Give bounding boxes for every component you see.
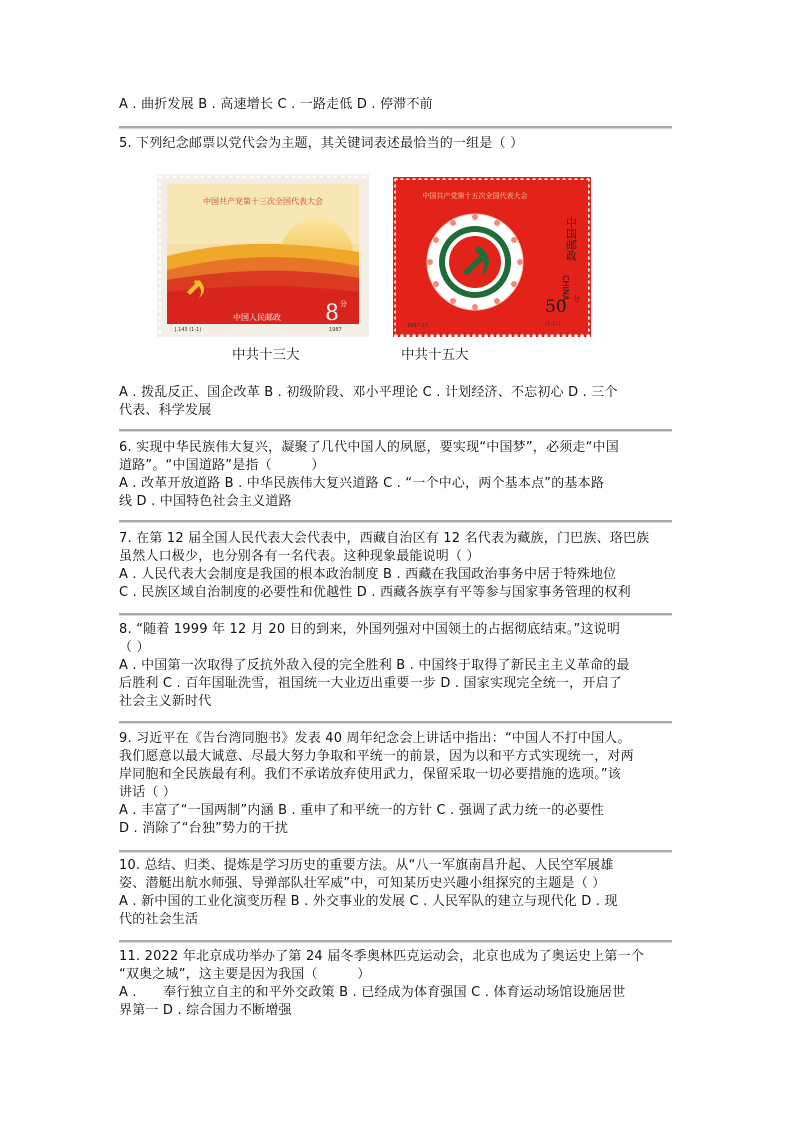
q5-options-line1: A . 拨乱反正、国企改革 B . 初级阶段、邓小平理论 C . 计划经济、不忘初心 D . 三个 (119, 385, 618, 400)
separator (119, 613, 672, 616)
q10-line1: 10. 总结、归类、提炼是学习历史的重要方法。从“八一军旗南昌升起、人民空军展雄 (119, 858, 614, 873)
q10-options-line1: A . 新中国的工业化演变历程 B . 外交事业的发展 C . 人民军队的建立与现代化 D . 现 (119, 894, 618, 909)
q9-line1: 9. 习近平在《告台湾同胞书》发表 40 周年纪念会上讲话中指出：“中国人不打中国人。 (119, 731, 631, 746)
stamp-13th-congress-image (157, 174, 369, 337)
q9-options-line2: D . 消除了“台独”势力的干扰 (119, 821, 289, 836)
separator (119, 940, 672, 943)
q9-line2: 我们愿意以最大诚意、尽最大努力争取和平统一的前景，因为以和平方式实现统一，对两 (119, 749, 634, 764)
q10-options-line2: 代的社会生活 (119, 912, 199, 927)
q9-options-line1: A . 丰富了“一国两制”内涵 B . 重申了和平统一的方针 C . 强调了武力统一的必要性 (119, 803, 605, 818)
q8-line1: 8. “随着 1999 年 12 月 20 日的到来，外国列强对中国领土的占据彻底结束。”这说明 (119, 622, 621, 637)
stamp2-serial-2: (1-1) J (545, 321, 561, 327)
q7-line1: 7. 在第 12 届全国人民代表大会代表中，西藏自治区有 12 名代表为藏族，门巴族、珞巴族 (119, 531, 650, 546)
stamp2-serial: 1997-13 (407, 323, 428, 329)
q7-options-line2: C . 民族区域自治制度的必要性和优越性 D . 西藏各族享有平等参与国家事务管理的权利 (119, 585, 631, 600)
separator (119, 721, 672, 724)
q8-options-line1: A . 中国第一次取得了反抗外敌入侵的完全胜利 B . 中国终于取得了新民主主义革命的最 (119, 658, 630, 673)
q10-line2: 姿、潜艇出航水师强、导弹部队壮军威”中，可知某历史兴趣小组探究的主题是（ ） (119, 876, 606, 891)
stamp2-top-text: 中国共产党第十五次全国代表大会 (422, 192, 528, 200)
stamp1-caption: 中共十三大 (232, 347, 300, 363)
q8-options-line2: 后胜利 C . 百年国耻洗雪，祖国统一大业迈出重要一步 D . 国家实现完全统一，开启了 (119, 676, 622, 691)
stamp-15th-congress (393, 177, 591, 337)
q11-options-line2: 界第一 D . 综合国力不断增强 (119, 1003, 292, 1018)
stamp2-value: 50 (545, 297, 567, 317)
stamp1-top-text: 中国共产党第十三次全国代表大会 (203, 197, 323, 206)
q11-line1: 11. 2022 年北京成功举办了第 24 届冬季奥林匹克运动会，北京也成为了奥运史上第一个 (119, 949, 645, 964)
q5-stem: 5. 下列纪念邮票以党代会为主题，其关键词表述最恰当的一组是（ ） (119, 136, 524, 151)
stamp1-serial: J.143 (1-1) (175, 327, 202, 333)
q6-options-line1: A . 改革开放道路 B . 中华民族伟大复兴道路 C . “一个中心，两个基本点”的基本路 (119, 476, 605, 491)
stamp2-side-text-en: CHINA (561, 275, 570, 301)
q6-line2: 道路”。“中国道路”是指（ ） (119, 458, 325, 473)
q8-line2: （ ） (119, 640, 150, 655)
stamp-15th-congress-image (393, 177, 591, 337)
stamp1-bottom-text: 中国人民邮政 (233, 313, 281, 322)
stamp2-side-text: 中国邮政 (564, 217, 578, 261)
q9-line4: 讲话（ ） (119, 785, 177, 800)
stamp2-value-unit: 分 (573, 295, 580, 303)
stamp1-value-unit: 分 (340, 300, 347, 308)
q7-options-line1: A . 人民代表大会制度是我国的根本政治制度 B . 西藏在我国政治事务中居于特殊地位 (119, 567, 617, 582)
stamp1-year: 1987 (329, 327, 342, 333)
separator (119, 850, 672, 853)
stamp-13th-congress (157, 174, 369, 337)
separator (119, 126, 672, 129)
q5-options-line2: 代表、科学发展 (119, 403, 212, 418)
q11-options-line1: A . 奉行独立自主的和平外交政策 B . 已经成为体育强国 C . 体育运动场馆设施居世 (119, 985, 626, 1000)
separator (119, 429, 672, 432)
q7-line2: 虽然人口极少，也分别各有一名代表。这种现象最能说明（ ） (119, 549, 480, 564)
separator (119, 520, 672, 523)
q6-options-line2: 线 D . 中国特色社会主义道路 (119, 494, 292, 509)
stamp2-caption: 中共十五大 (401, 347, 469, 363)
q6-line1: 6. 实现中华民族伟大复兴，凝聚了几代中国人的夙愿，要实现“中国梦”，必须走“中国 (119, 440, 619, 455)
q11-line2: “双奥之城”，这主要是因为我国（ ） (119, 967, 371, 982)
stamp1-value: 8 (325, 301, 339, 326)
q9-line3: 岸同胞和全民族最有利。我们不承诺放弃使用武力，保留采取一切必要措施的选项。”该 (119, 767, 622, 782)
q4-options: A . 曲折发展 B . 高速增长 C . 一路走低 D . 停滞不前 (119, 97, 433, 112)
q8-options-line3: 社会主义新时代 (119, 694, 212, 709)
